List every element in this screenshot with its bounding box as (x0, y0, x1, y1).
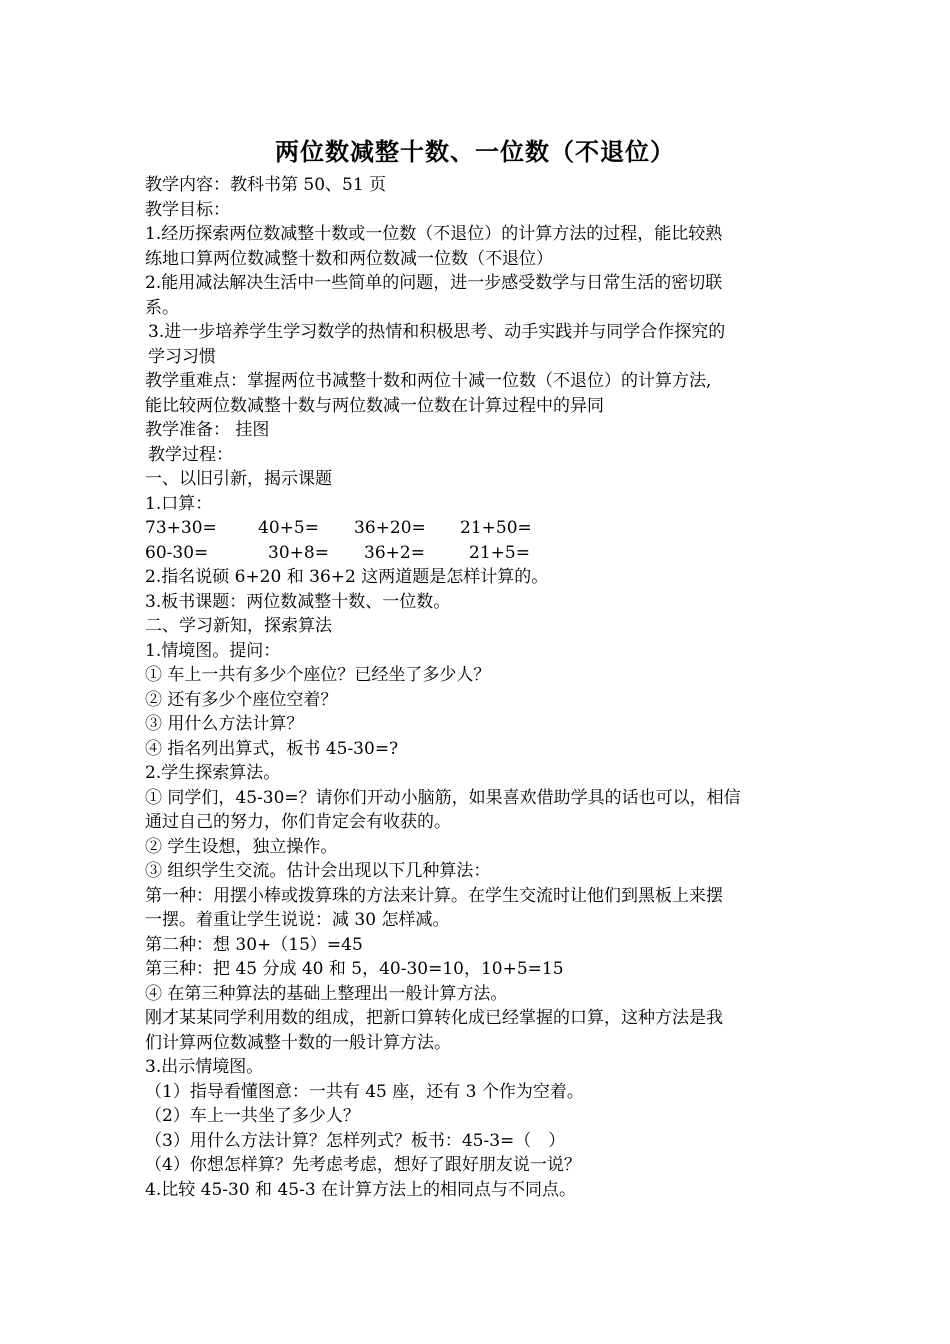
prompt-1: （1）指导看懂图意：一共有 45 座，还有 3 个作为空着。 (145, 1081, 584, 1102)
calc-item: 40+5= (258, 518, 319, 538)
explore-1-line-1: ① 同学们，45-30=？请你们开动小脑筋，如果喜欢借助学具的话也可以，相信 (145, 787, 741, 808)
objectives-heading: 教学目标： (145, 199, 230, 220)
question-3: ③ 用什么方法计算？ (145, 714, 304, 734)
explore-1-line-2: 通过自己的努力，你们肯定会有收获的。 (145, 812, 451, 832)
document-title: 两位数减整十数、一位数（不退位） (275, 138, 675, 166)
document-body (145, 173, 815, 1202)
calc-item: 30+8= (268, 542, 329, 563)
explore-2: ② 学生设想，独立操作。 (145, 836, 338, 857)
objective-1-line-1: 1.经历探索两位数减整十数或一位数（不退位）的计算方法的过程，能比较熟 (145, 224, 723, 244)
key-points-line-2: 能比较两位数减整十数与两位数减一位数在计算过程中的异同 (145, 395, 604, 416)
calc-row-1 (145, 516, 815, 541)
preparation: 教学准备： 挂图 (145, 420, 270, 440)
calc-item: 73+30= (145, 518, 217, 538)
section-2-item-3: 3.出示情境图。 (145, 1057, 264, 1077)
calc-item: 60-30= (145, 542, 209, 563)
prompt-3: （3）用什么方法计算？怎样列式？板书：45-3=（ ） (145, 1130, 566, 1151)
question-4: ④ 指名列出算式，板书 45-30=? (145, 738, 399, 759)
summary-line-2: 们计算两位数减整十数的一般计算方法。 (145, 1032, 451, 1053)
objective-2-line-1: 2.能用减法解决生活中一些简单的问题，进一步感受数学与日常生活的密切联 (145, 273, 723, 293)
section-1-item-2: 2.指名说硕 6+20 和 36+2 这两道题是怎样计算的。 (145, 567, 549, 587)
method-2: 第二种：想 30+（15）=45 (145, 934, 363, 955)
teaching-content: 教学内容：教科书第 50、51 页 (145, 175, 387, 195)
calc-row-2 (145, 541, 815, 566)
method-1-line-1: 第一种：用摆小棒或拨算珠的方法来计算。在学生交流时让他们到黑板上来摆 (145, 885, 723, 906)
section-2-item-2: 2.学生探索算法。 (145, 763, 281, 783)
key-points-line-1: 教学重难点：掌握两位书减整十数和两位十减一位数（不退位）的计算方法, (145, 371, 712, 391)
calc-item: 36+20= (354, 518, 426, 538)
section-1-item-1: 1.口算： (145, 493, 213, 514)
prompt-4: （4）你想怎样算？先考虑考虑，想好了跟好朋友说一说？ (145, 1155, 581, 1175)
section-2-item-1: 1.情境图。提问： (145, 640, 281, 661)
section-1-item-3: 3.板书课题：两位数减整十数、一位数。 (145, 591, 451, 612)
question-2: ② 还有多少个座位空着？ (145, 689, 338, 710)
objective-3-line-1: 3.进一步培养学生学习数学的热情和积极思考、动手实践并与同学合作探究的 (148, 322, 726, 342)
prompt-2: （2）车上一共坐了多少人？ (145, 1106, 360, 1126)
question-1: ① 车上一共有多少个座位？已经坐了多少人？ (145, 665, 491, 685)
section-2-item-4: 4.比较 45-30 和 45-3 在计算方法上的相同点与不同点。 (145, 1179, 577, 1200)
process-heading: 教学过程： (148, 444, 233, 465)
method-3: 第三种：把 45 分成 40 和 5，40-30=10，10+5=15 (145, 959, 564, 979)
method-1-line-2: 一摆。着重让学生说说：减 30 怎样减。 (145, 910, 450, 930)
section-1-heading: 一、以旧引新，揭示课题 (145, 469, 332, 489)
calc-item: 21+50= (460, 518, 532, 538)
section-2-heading: 二、学习新知，探索算法 (145, 616, 332, 636)
explore-3: ③ 组织学生交流。估计会出现以下几种算法： (145, 861, 491, 881)
objective-1-line-2: 练地口算两位数减整十数和两位数减一位数（不退位） (145, 248, 553, 269)
objective-2-line-2: 系。 (145, 297, 179, 318)
calc-item: 21+5= (469, 542, 530, 563)
calc-item: 36+2= (364, 542, 425, 563)
summary-line-1: 刚才某某同学利用数的组成，把新口算转化成已经掌握的口算，这种方法是我 (145, 1008, 723, 1028)
objective-3-line-2: 学习习惯 (148, 346, 216, 367)
explore-4: ④ 在第三种算法的基础上整理出一般计算方法。 (145, 983, 508, 1004)
